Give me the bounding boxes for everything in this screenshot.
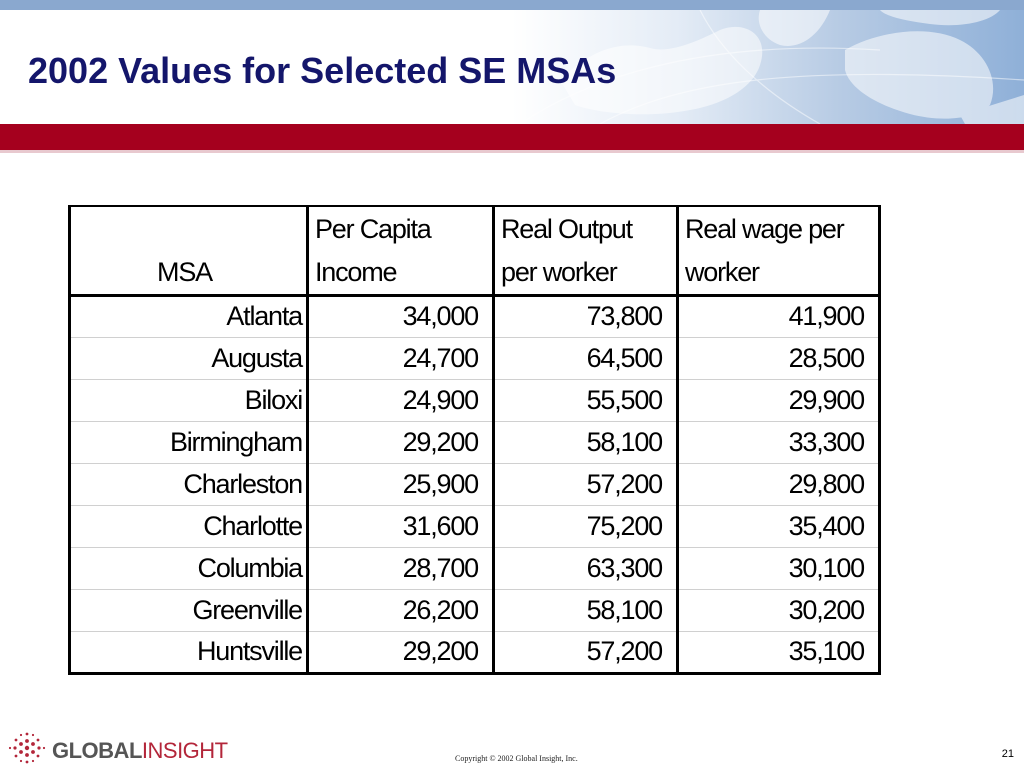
table-row <box>70 589 880 631</box>
cell-msa: Atlanta <box>70 295 308 337</box>
cell-real-output: 58,100 <box>494 589 678 631</box>
top-strip <box>0 0 1024 10</box>
cell-real-output: 64,500 <box>494 337 678 379</box>
cell-real-output: 73,800 <box>494 295 678 337</box>
cell-real-output: 55,500 <box>494 379 678 421</box>
cell-per-capita-income: 24,900 <box>308 379 494 421</box>
cell-per-capita-income: 24,700 <box>308 337 494 379</box>
table-row <box>70 421 880 463</box>
cell-msa: Columbia <box>70 547 308 589</box>
cell-per-capita-income: 29,200 <box>308 631 494 673</box>
cell-msa: Greenville <box>70 589 308 631</box>
slide-title: 2002 Values for Selected SE MSAs <box>28 50 617 91</box>
msa-values-table <box>68 205 881 675</box>
cell-real-wage: 30,200 <box>678 589 880 631</box>
cell-real-output: 75,200 <box>494 505 678 547</box>
header-real-output: Real Output per worker <box>494 206 678 295</box>
cell-real-wage: 41,900 <box>678 295 880 337</box>
cell-per-capita-income: 28,700 <box>308 547 494 589</box>
cell-real-wage: 29,900 <box>678 379 880 421</box>
cell-per-capita-income: 26,200 <box>308 589 494 631</box>
cell-real-output: 57,200 <box>494 463 678 505</box>
cell-real-output: 63,300 <box>494 547 678 589</box>
table-row <box>70 379 880 421</box>
cell-msa: Birmingham <box>70 421 308 463</box>
cell-real-wage: 28,500 <box>678 337 880 379</box>
table-header-row <box>70 206 880 295</box>
table-row <box>70 505 880 547</box>
table-row <box>70 631 880 673</box>
cell-msa: Charlotte <box>70 505 308 547</box>
cell-real-wage: 30,100 <box>678 547 880 589</box>
cell-real-wage: 29,800 <box>678 463 880 505</box>
cell-msa: Huntsville <box>70 631 308 673</box>
red-band <box>0 124 1024 150</box>
cell-real-output: 57,200 <box>494 631 678 673</box>
cell-per-capita-income: 31,600 <box>308 505 494 547</box>
cell-per-capita-income: 29,200 <box>308 421 494 463</box>
cell-real-output: 58,100 <box>494 421 678 463</box>
header-real-wage: Real wage per worker <box>678 206 880 295</box>
logo-wordmark: GLOBALINSIGHT <box>52 738 228 763</box>
cell-msa: Charleston <box>70 463 308 505</box>
cell-real-wage: 35,400 <box>678 505 880 547</box>
table-row <box>70 547 880 589</box>
table-row <box>70 463 880 505</box>
cell-per-capita-income: 34,000 <box>308 295 494 337</box>
cell-per-capita-income: 25,900 <box>308 463 494 505</box>
cell-msa: Augusta <box>70 337 308 379</box>
table-row <box>70 295 880 337</box>
header-msa: MSA <box>70 206 308 295</box>
cell-msa: Biloxi <box>70 379 308 421</box>
copyright-notice: Copyright © 2002 Global Insight, Inc. <box>455 754 578 763</box>
cell-real-wage: 35,100 <box>678 631 880 673</box>
global-insight-logo-icon <box>6 730 48 766</box>
cell-real-wage: 33,300 <box>678 421 880 463</box>
red-band-shadow <box>0 150 1024 153</box>
header-per-capita-income: Per Capita Income <box>308 206 494 295</box>
page-number: 21 <box>1001 748 1014 760</box>
table-row <box>70 337 880 379</box>
